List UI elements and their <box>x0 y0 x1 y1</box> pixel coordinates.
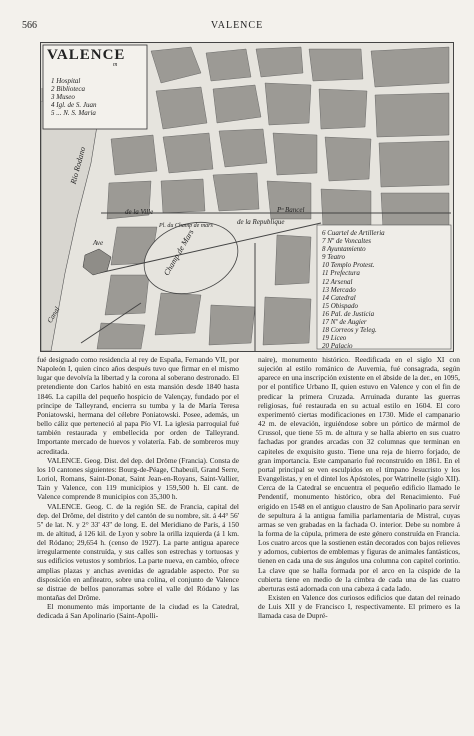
legend-entry: 6 Cuartel de Artilleria <box>322 229 385 237</box>
text-column-left <box>37 355 239 621</box>
legend-entry: 11 Prefectura <box>322 269 360 278</box>
river-label: Rio Rodano <box>68 145 88 186</box>
map-title: VALENCE <box>47 47 126 63</box>
legend-entry: 4 Igl. de S. Juan <box>51 101 97 110</box>
avenue-label: Ave <box>93 239 104 247</box>
legend-entry: 1 Hospital <box>51 77 81 85</box>
legend-entry: 19 Liceo <box>322 334 347 343</box>
city-map <box>40 42 454 352</box>
canal-label: Canal <box>45 305 62 325</box>
legend-entry: 18 Correos y Teleg. <box>322 326 377 335</box>
legend-entry <box>322 350 386 352</box>
paragraph: VALENCE. Geog. C. de la región SE. de Francia, capital del dep. del Drôme, del distrito y del cantón de su nombre, sit. á 44° 56' 5'' de lat. N. y 2° 33' 43'' de long. E. del Meridiano de París, á 150 m. de altitud, á 126 kil. de Lyon y sobre la orilla izquierda (á 1 km. del Ródano; 29,654 h. (censo de 1927). La parte antigua aparece irregularmente construída, y sus calles son estrechas y tortuosas y sus edificios vetustos y sombríos. La parte nueva, en cambio, ofrece amplias plazas y anchas avenidas de agradable aspecto. Por su disposición en anfiteatro, sobre una colina, el conjunto de Valence se distrae de bellos panoramas sobre el valle del Ródano y las montañas del Drôme. <box>37 501 239 603</box>
map-scale: m <box>113 62 118 68</box>
legend-entry: 15 Obispado <box>322 301 358 310</box>
legend-entry: 2 Biblioteca <box>51 85 86 94</box>
paragraph: naire), monumento histórico. Reedificada en el siglo XI con sujeción al estilo románico de Auvernia, fué consagrada, según aparece en una inscripción existente en el ábside de la der., en 1095, por el pontífice Urbano II, quien estuvo en Valence y con el fin de predicar la primera Cruzada. Arruinada durante las guerras religiosas, fué restaurada en su actual estilo en 1604. El coro experimentó ciertas modificaciones en 1730. Mide el campanario 42 m. de elevación, irguiéndose sobre un pórtico de mármol de Crussol, que tiene 55 m. de altura y se halla abierto en sus cuatro fachadas por grandes arcadas con 32 columnas que terminan en capiteles de exquisito gusto. Tiene una reja de hierro forjado, de gran importancia. Este campanario fué reconstruído en 1861. En el portal principal se ven esculpidos en el tímpano Jesucristo y los Evangelistas, y en el dintel los Apóstoles, por Watrinelle (siglo XII). Cerca de la Catedral se encuentra el pequeño edificio llamado le Pendentif, monumento histórico, obra del Renacimiento. Fué erigido en 1548 en el antiguo claustro de San Apolinario para servir de sepultura á la antigua familia parlamentaria de Mistral, cuyas armas se ven grabadas en la fachada O. interior. Debe su nombre á la forma de la cúpula, primera de este género construída en Francia. Los cuatro arcos que la sostienen están decorados con bajos relieves y adornos, cubiertos de emblemas y figuras de animales fantásticos, tienen en cada una de sus ángulos una columna con capitel corintio. La clave que se halla formada por el arco en la cúspide de la cubierta tiene en medio de la cimbra de cada una de las cuatro aberturas está adornada con una cabeza á cada lado. <box>258 355 460 593</box>
legend-entry: 14 Catedral <box>322 293 356 302</box>
legend-entry: 20 Palacio <box>322 342 353 351</box>
legend-entry: 9 Teatro <box>322 253 346 262</box>
legend-entry: 16 Pal. de Justicia <box>322 309 375 318</box>
running-title: VALENCE <box>210 20 264 31</box>
legend-entry: 3 Museo <box>51 93 75 102</box>
paragraph: fué designado como residencia al rey de España, Fernando VII, por Napoleón I, quien cinco años después tuvo que firmar en el mismo lugar que devolvía la libertad y la corona al soberano destronado. El pretendiente don Carlos habitó en esta mansión desde 1840 hasta 1846. La capilla del pequeño hospicio de Valençay, fundado por el príncipe de Talleyrand, encierra su tumba y la de María Teresa Poniatowski, hermana del célebre Poniatowski. Posee, además, un bello cáliz que perteneció al papa Pío VI. La iglesia parroquial fué también restaurada y embellecida por orden de Talleyrand. Importante mercado de huevos y volatería. Fab. de sombreros muy acreditada. <box>37 355 239 456</box>
page-header <box>0 20 474 34</box>
street-label: Pᵒ Bancel <box>277 206 305 214</box>
map-legend-right <box>322 229 386 352</box>
legend-entry: 13 Mercado <box>322 285 356 294</box>
legend-entry: 5 ... N. S. Maria <box>51 109 96 118</box>
paragraph: El monumento más importante de la ciudad es la Catedral, dedicada á San Apolinario (Saint-Apolli- <box>37 602 239 621</box>
champ-de-mars-label: Champ de Mars <box>161 227 196 278</box>
paragraph: VALENCE. Geog. Dist. del dep. del Drôme (Francia). Consta de los 10 cantones siguientes: Bourg-de-Péage, Chabeuil, Grand Serre, Loriol, Romans, Saint-Donat, Saint Jean-en-Royans, Saint-Vallier, Tain y Valence, con 119 municipios y 159,500 h. El cant. de Valence comprende 8 municipios con 35,300 h. <box>37 455 239 502</box>
square-label: Pl. du Champ de mars <box>159 223 213 229</box>
legend-entry: 7 Nº de Voncaltes <box>322 237 372 246</box>
legend-entry: 10 Templo Protest. <box>322 261 375 270</box>
legend-entry: 8 Ayuntamiento <box>322 245 366 254</box>
street-label: de la Republique <box>237 218 285 226</box>
legend-entry: 17 Nº de Augier <box>322 318 367 327</box>
page-number: 566 <box>22 20 37 31</box>
map-legend-left <box>51 77 97 117</box>
legend-entry: 12 Arsenal <box>322 277 353 286</box>
map-drawing <box>41 43 453 351</box>
text-column-right <box>258 355 460 621</box>
paragraph: Existen en Valence dos curiosos edificios que datan del reinado de Luis XII y de Francisco I, respectivamente. El primero es la llamada casa de Dupré- <box>258 593 460 621</box>
street-label: de la Ville <box>125 208 154 216</box>
